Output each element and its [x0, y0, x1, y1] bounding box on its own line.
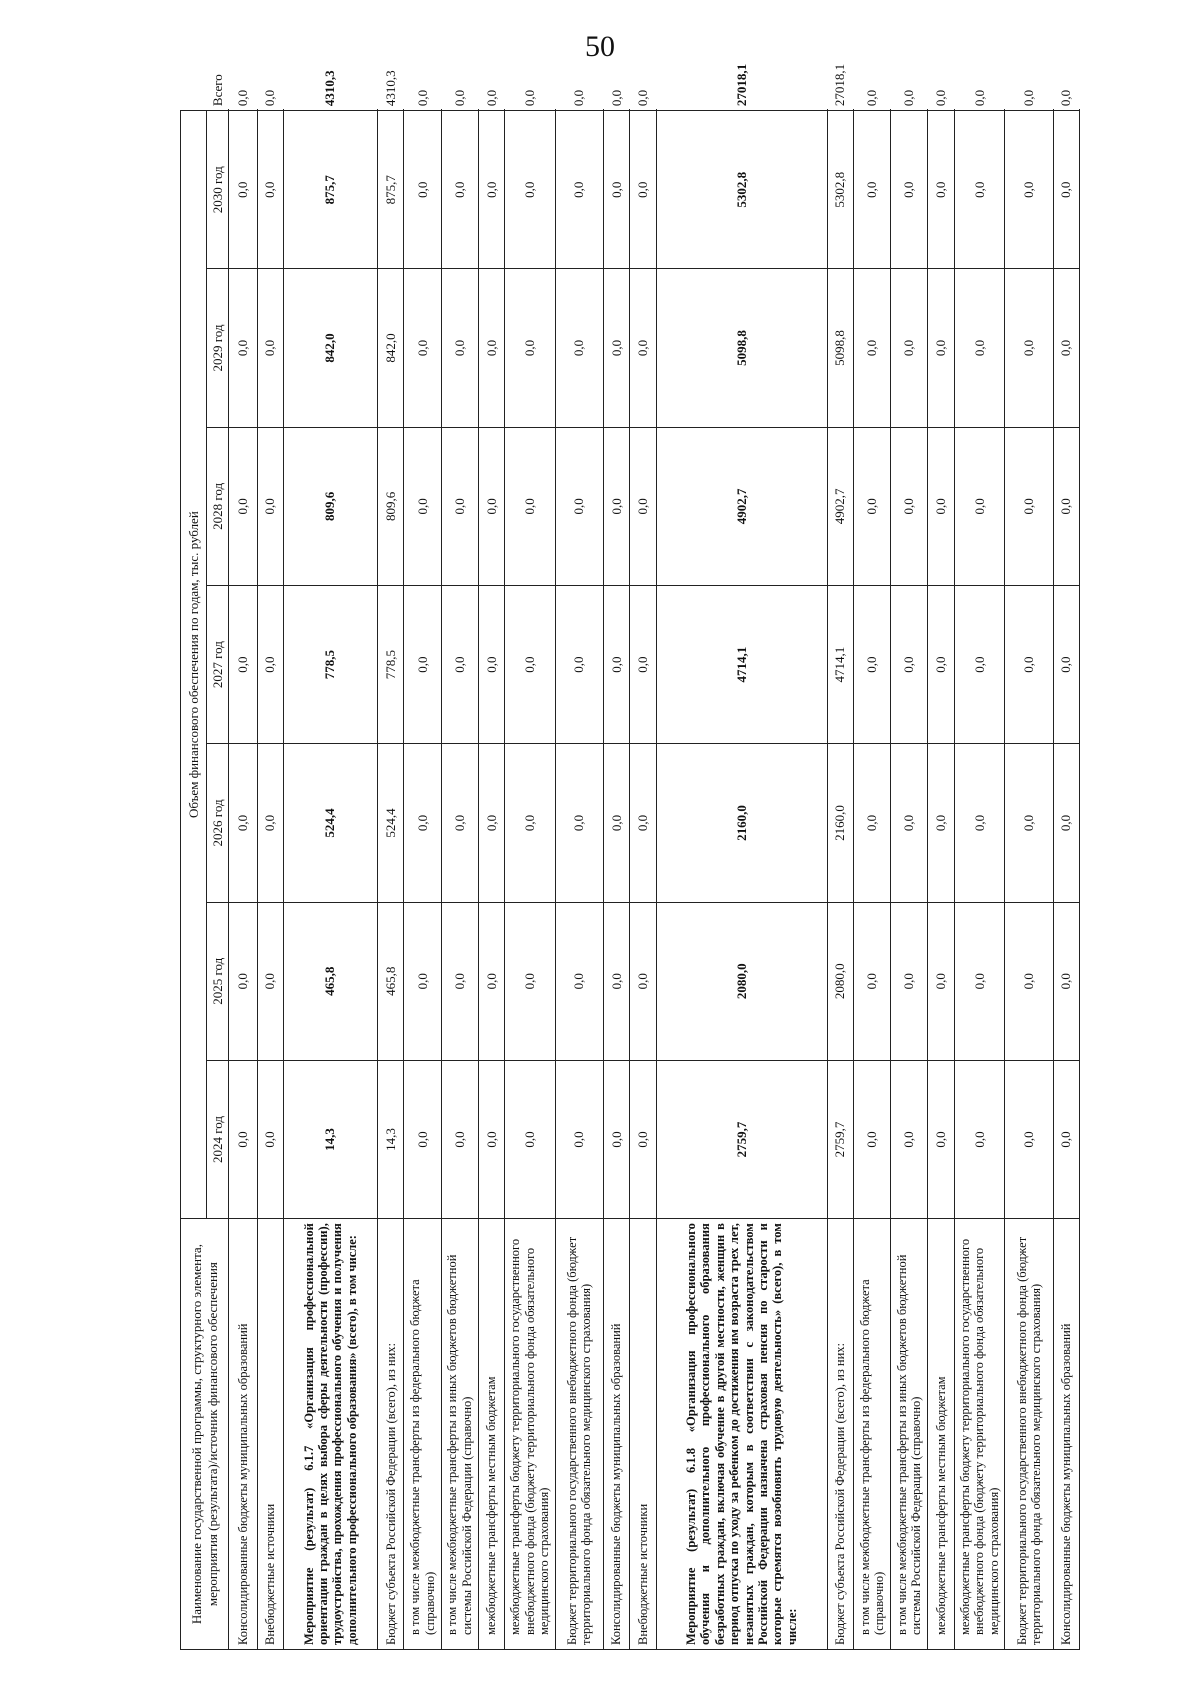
value-cell: 0,0 [1005, 902, 1053, 1060]
value-cell: 0,0 [505, 585, 556, 743]
value-cell: 0,0 [404, 1060, 441, 1218]
row-label: межбюджетные трансферты бюджету территориального государственного внебюджетного фонда (бюджету территориального фонда обязательного медицинского страхования) [954, 1219, 1005, 1650]
value-cell: 5302,8 [827, 111, 853, 269]
value-cell: 0,0 [954, 744, 1005, 902]
value-cell: 0,0 [604, 111, 630, 269]
value-cell: 0,0 [928, 744, 954, 902]
year-header: 2026 год [207, 744, 229, 902]
value-cell: 0,0 [505, 902, 556, 1060]
value-cell: 0,0 [441, 585, 478, 743]
table-row [257, 111, 283, 1650]
value-cell: 4902,7 [656, 427, 827, 585]
value-cell: 0,0 [1053, 111, 1079, 269]
value-cell: 0,0 [954, 269, 1005, 427]
value-cell: 2080,0 [656, 902, 827, 1060]
value-cell: 0,0 [478, 427, 504, 585]
value-cell: 0,0 [853, 744, 890, 902]
value-cell: 4902,7 [827, 427, 853, 585]
value-cell: 0,0 [414, 89, 430, 107]
value-cell: 0,0 [891, 902, 928, 1060]
value-cell: 778,5 [283, 585, 377, 743]
value-cell: 2160,0 [827, 744, 853, 902]
row-label: Внебюджетные источники [257, 1219, 283, 1650]
value-cell: 0,0 [505, 744, 556, 902]
value-cell: 0,0 [441, 427, 478, 585]
value-cell: 0,0 [478, 902, 504, 1060]
table-row [928, 111, 954, 1650]
row-label: в том числе межбюджетные трансферты из иных бюджетов бюджетной системы Российской Федерации (справочно) [891, 1219, 928, 1650]
table-row [1053, 111, 1079, 1650]
row-label: Бюджет субъекта Российской Федерации (всего), из них: [378, 1219, 404, 1650]
value-cell: 0,0 [853, 902, 890, 1060]
value-cell: 0,0 [954, 427, 1005, 585]
value-cell: 0,0 [478, 1060, 504, 1218]
row-label: Консолидированные бюджеты муниципальных образований [604, 1219, 630, 1650]
value-cell: 0,0 [505, 111, 556, 269]
value-cell: 0,0 [928, 1060, 954, 1218]
table-row [630, 111, 656, 1650]
row-label: в том числе межбюджетные трансферты из федерального бюджета (справочно) [404, 1219, 441, 1650]
value-cell: 0,0 [891, 111, 928, 269]
value-cell: 0,0 [634, 89, 650, 107]
value-cell: 0,0 [928, 585, 954, 743]
value-cell: 4714,1 [656, 585, 827, 743]
value-cell: 2160,0 [656, 744, 827, 902]
value-cell: 5098,8 [827, 269, 853, 427]
row-label: в том числе межбюджетные трансферты из иных бюджетов бюджетной системы Российской Федерации (справочно) [441, 1219, 478, 1650]
value-cell: 0,0 [404, 427, 441, 585]
row-label: Консолидированные бюджеты муниципальных образований [1053, 1219, 1079, 1650]
row-label: Мероприятие (результат) 6.1.7 «Организация профессиональной ориентации граждан в целях выбора сферы деятельности (профессии), трудоустройства, прохождения профессионального обучения и получения дополнительного профессионального образования» (всего), в том числе: [283, 1219, 377, 1650]
table-row [283, 111, 377, 1650]
value-cell: 809,6 [378, 427, 404, 585]
value-cell: 2759,7 [827, 1060, 853, 1218]
value-cell: 0,0 [630, 269, 656, 427]
value-cell: 0,0 [1053, 902, 1079, 1060]
value-cell: 5302,8 [656, 111, 827, 269]
value-cell: 0,0 [555, 427, 603, 585]
value-cell: 0,0 [604, 427, 630, 585]
name-column-header: Наименование государственной программы, структурного элемента, мероприятия (результата)/источник финансового обеспечения [181, 1219, 229, 1650]
table-row [827, 111, 853, 1650]
value-cell: 0,0 [1020, 89, 1036, 107]
value-cell: 4714,1 [827, 585, 853, 743]
value-cell: 778,5 [378, 585, 404, 743]
table-row [505, 111, 556, 1650]
value-cell: 0,0 [928, 269, 954, 427]
value-cell: 0,0 [630, 427, 656, 585]
value-cell: 0,0 [555, 585, 603, 743]
value-cell: 0,0 [954, 902, 1005, 1060]
value-cell: 524,4 [378, 744, 404, 902]
budget-table [180, 63, 1080, 1650]
year-header: 2024 год [207, 1060, 229, 1218]
table-row [229, 111, 258, 1650]
value-cell: 0,0 [555, 269, 603, 427]
value-cell: 0,0 [853, 269, 890, 427]
row-label: Бюджет территориального государственного внебюджетного фонда (бюджет территориального фонда обязательного медицинского страхования) [555, 1219, 603, 1650]
value-cell: 0,0 [229, 269, 258, 427]
value-cell: 0,0 [891, 744, 928, 902]
value-cell: 842,0 [283, 269, 377, 427]
value-cell: 0,0 [954, 111, 1005, 269]
table-row [604, 111, 630, 1650]
value-cell: 524,4 [283, 744, 377, 902]
value-cell: 14,3 [378, 1060, 404, 1218]
page-number: 50 [585, 30, 615, 63]
value-cell: 465,8 [283, 902, 377, 1060]
value-cell: 0,0 [853, 427, 890, 585]
value-cell: 0,0 [404, 585, 441, 743]
value-cell: 0,0 [630, 744, 656, 902]
value-cell: 0,0 [257, 111, 283, 269]
value-cell: 0,0 [404, 744, 441, 902]
value-cell: 0,0 [891, 427, 928, 585]
value-cell: 0,0 [604, 269, 630, 427]
value-cell: 0,0 [853, 585, 890, 743]
value-cell: 0,0 [630, 902, 656, 1060]
table-row [1005, 111, 1053, 1650]
value-cell: 2080,0 [827, 902, 853, 1060]
value-cell: 0,0 [234, 89, 250, 107]
value-cell: 0,0 [441, 269, 478, 427]
row-label: Мероприятие (результат) 6.1.8 «Организация профессионального обучения и дополнительного профессионального образования безработных граждан, включая обучение в другой местности, женщин в период отпуска по уходу за ребенком до достижения им возраста трех лет, незанятых граждан, которым в соответствии с законодательством Российской Федерации назначена страховая пенсия по старости и которые стремятся возобновить трудовую деятельность» (всего), в том числе: [656, 1219, 827, 1650]
value-cell: 0,0 [1053, 1060, 1079, 1218]
value-cell: 0,0 [229, 427, 258, 585]
value-cell: 0,0 [604, 1060, 630, 1218]
value-cell: 0,0 [404, 269, 441, 427]
year-header: 2025 год [207, 902, 229, 1060]
value-cell: 0,0 [604, 902, 630, 1060]
row-label: Внебюджетные источники [630, 1219, 656, 1650]
value-cell: 0,0 [555, 1060, 603, 1218]
value-cell: 0,0 [505, 427, 556, 585]
value-cell: 0,0 [404, 902, 441, 1060]
value-cell: 0,0 [604, 744, 630, 902]
value-cell: 0,0 [1005, 269, 1053, 427]
value-cell: 0,0 [630, 585, 656, 743]
value-cell: 875,7 [283, 111, 377, 269]
value-cell: 0,0 [229, 902, 258, 1060]
year-header: 2028 год [207, 427, 229, 585]
value-cell: 0,0 [257, 427, 283, 585]
value-cell: 0,0 [891, 585, 928, 743]
row-label: межбюджетные трансферты местным бюджетам [928, 1219, 954, 1650]
value-cell: 875,7 [378, 111, 404, 269]
value-cell: 0,0 [571, 89, 587, 107]
value-cell: 0,0 [1053, 269, 1079, 427]
value-cell: 5098,8 [656, 269, 827, 427]
row-label: Консолидированные бюджеты муниципальных образований [229, 1219, 258, 1650]
value-cell: 0,0 [505, 1060, 556, 1218]
year-header: 2030 год [207, 111, 229, 269]
rotated-table-area [180, 63, 1080, 1650]
value-cell: 0,0 [441, 744, 478, 902]
value-cell: 0,0 [229, 1060, 258, 1218]
value-cell: 0,0 [1053, 427, 1079, 585]
value-cell: 0,0 [257, 269, 283, 427]
table-row [555, 111, 603, 1650]
row-label: Бюджет территориального государственного внебюджетного фонда (бюджет территориального фонда обязательного медицинского страхования) [1005, 1219, 1053, 1650]
table-row [478, 111, 504, 1650]
value-cell: 0,0 [954, 1060, 1005, 1218]
value-cell: 0,0 [891, 1060, 928, 1218]
value-cell: 0,0 [928, 902, 954, 1060]
row-label: межбюджетные трансферты местным бюджетам [478, 1219, 504, 1650]
value-cell: 0,0 [928, 427, 954, 585]
row-label: Бюджет субъекта Российской Федерации (всего), из них: [827, 1219, 853, 1650]
value-cell: 0,0 [1005, 744, 1053, 902]
value-cell: 14,3 [283, 1060, 377, 1218]
value-cell: 2759,7 [656, 1060, 827, 1218]
year-header: 2029 год [207, 269, 229, 427]
value-cell: 842,0 [378, 269, 404, 427]
financing-group-header: Объем финансового обеспечения по годам, тыс. рублей [181, 111, 207, 1219]
year-header: 2027 год [207, 585, 229, 743]
value-cell: 0,0 [555, 902, 603, 1060]
value-cell: 465,8 [378, 902, 404, 1060]
value-cell: 0,0 [441, 111, 478, 269]
value-cell: 0,0 [257, 902, 283, 1060]
value-cell: 0,0 [505, 269, 556, 427]
value-cell: 0,0 [1005, 1060, 1053, 1218]
value-cell: 0,0 [1005, 585, 1053, 743]
value-cell: 0,0 [229, 585, 258, 743]
value-cell: 0,0 [478, 269, 504, 427]
table-row [404, 111, 441, 1650]
value-cell: 0,0 [483, 89, 499, 107]
value-cell: 0,0 [478, 744, 504, 902]
value-cell: 0,0 [257, 1060, 283, 1218]
value-cell: 0,0 [441, 902, 478, 1060]
value-cell: 0,0 [478, 585, 504, 743]
value-cell: 0,0 [1053, 585, 1079, 743]
value-cell: 0,0 [1053, 744, 1079, 902]
value-cell: 0,0 [853, 1060, 890, 1218]
value-cell: 0,0 [441, 1060, 478, 1218]
table-row [656, 111, 827, 1650]
table-row [853, 111, 890, 1650]
value-cell: 0,0 [891, 269, 928, 427]
value-cell: 0,0 [933, 89, 949, 107]
value-cell: 0,0 [864, 89, 880, 107]
value-cell: 0,0 [257, 585, 283, 743]
value-cell: 0,0 [604, 585, 630, 743]
table-row [891, 111, 928, 1650]
value-cell: 0,0 [229, 744, 258, 902]
value-cell: 0,0 [555, 744, 603, 902]
row-label: в том числе межбюджетные трансферты из федерального бюджета (справочно) [853, 1219, 890, 1650]
table-row [378, 111, 404, 1650]
value-cell: 0,0 [630, 1060, 656, 1218]
value-cell: 0,0 [1005, 427, 1053, 585]
value-cell: 0,0 [954, 585, 1005, 743]
value-cell: 0,0 [257, 744, 283, 902]
table-row [954, 111, 1005, 1650]
table-row [441, 111, 478, 1650]
row-label: межбюджетные трансферты бюджету территориального государственного внебюджетного фонда (бюджету территориального фонда обязательного медицинского страхования) [505, 1219, 556, 1650]
rotated-table-inner [180, 63, 1080, 1650]
value-cell: 809,6 [283, 427, 377, 585]
